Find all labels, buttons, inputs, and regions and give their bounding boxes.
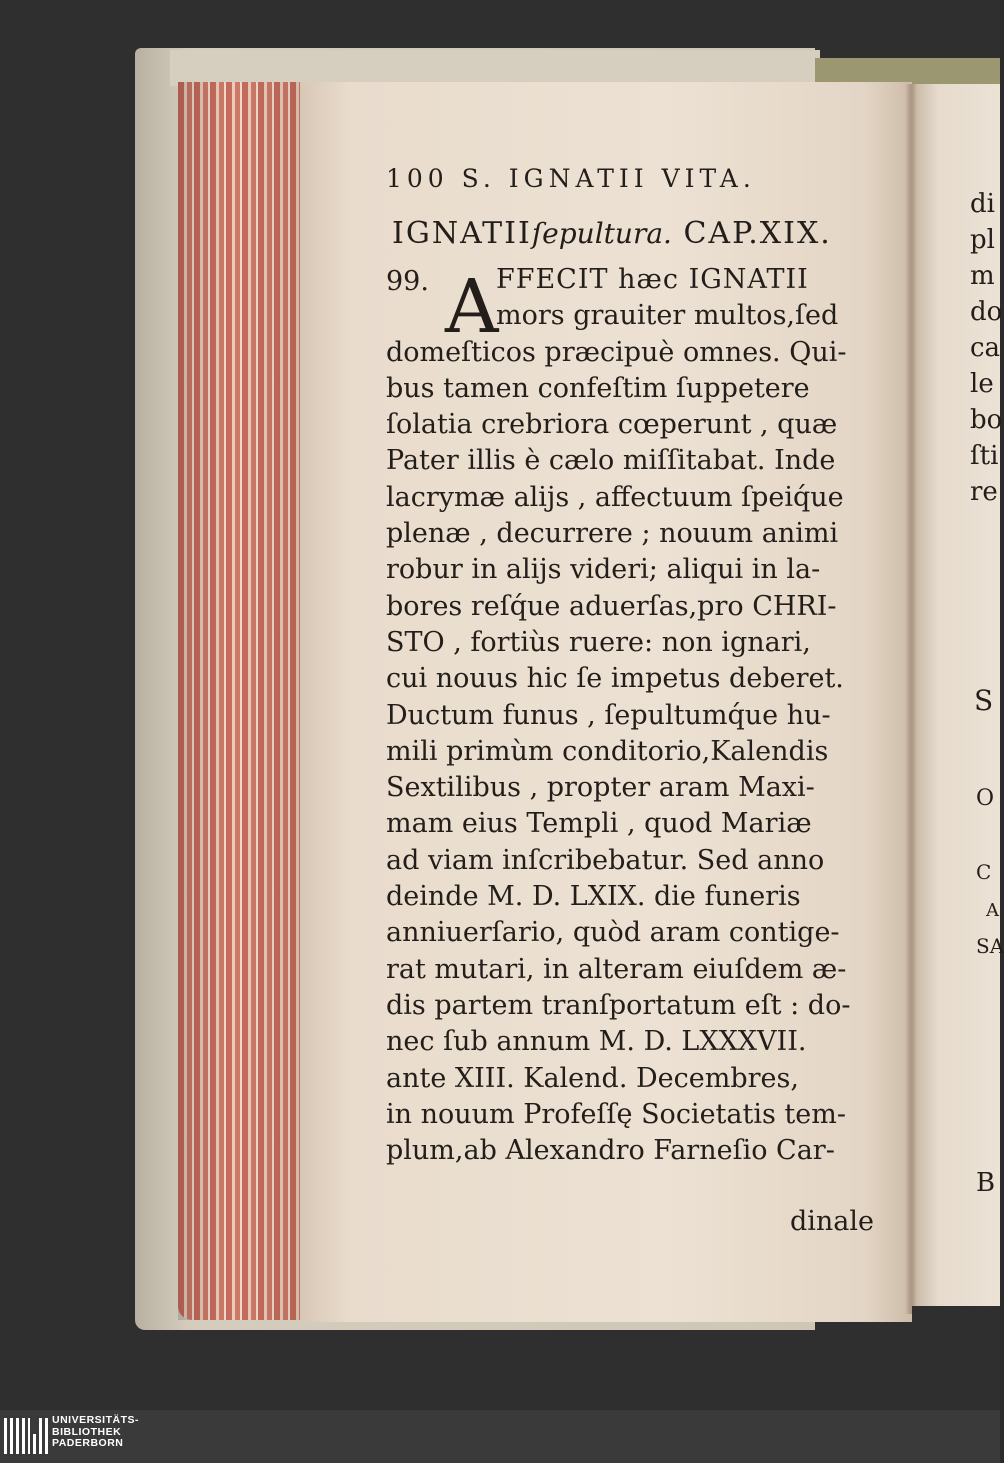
body-text — [386, 262, 882, 1169]
text-line: mili primùm conditorio,Kalendis — [386, 735, 829, 767]
text-line: nec ſub annum M. D. LXXXVII. — [386, 1026, 807, 1058]
facing-heading-o: O — [976, 786, 995, 811]
text-line: dis partem tranſportatum eſt : do- — [386, 989, 851, 1021]
library-name-line: BIBLIOTHEK — [52, 1425, 122, 1438]
text-line: in nouum Profeſſę Societatis tem- — [386, 1098, 846, 1130]
facing-heading-sa: SA — [976, 934, 1004, 958]
text-line: plum,ab Alexandro Farneſio Car- — [386, 1135, 835, 1167]
text-line: domeſticos præcipuè omnes. Qui- — [386, 336, 847, 368]
facing-line: ca — [970, 333, 1001, 363]
facing-line: di — [970, 189, 995, 219]
text-line: plenæ , decurrere ; nouum animi — [386, 518, 839, 550]
text-line: Ductum funus , ſepultumq́ue hu- — [386, 699, 831, 731]
facing-page-fragment — [970, 186, 1003, 510]
chapter-name: IGNATII — [392, 216, 532, 251]
catchword: dinale — [790, 1206, 875, 1237]
facing-line: do — [970, 297, 1003, 327]
facing-line: le — [970, 369, 994, 399]
text-line: FFECIT hæc IGNATII — [496, 264, 809, 295]
facing-line: bo — [970, 405, 1003, 435]
running-head: 100 S. IGNATII VITA. — [386, 164, 756, 193]
library-name-line: PADERBORN — [52, 1437, 124, 1449]
text-line: anniuerſario, quòd aram contige- — [386, 917, 840, 949]
chapter-number: CAP.XIX. — [683, 216, 832, 251]
text-line: ad viam inſcribebatur. Sed anno — [386, 844, 825, 876]
text-line: Pater illis è cælo miſſitabat. Inde — [386, 445, 836, 477]
text-line: ante XIII. Kalend. Decembres, — [386, 1062, 799, 1094]
facing-heading-c: C — [976, 860, 992, 884]
facing-line: ſti — [970, 441, 999, 471]
page-edges-shade — [178, 82, 310, 1320]
text-line: robur in alijs videri; aliqui in la- — [386, 554, 821, 586]
paragraph-number: 99. — [386, 266, 429, 297]
text-line: bus tamen confeſtim ſuppetere — [386, 372, 810, 404]
text-line: mam eius Templi , quod Mariæ — [386, 808, 812, 840]
text-line: bores reſq́ue aduerſas,pro CHRI- — [386, 590, 837, 622]
text-line: Sextilibus , propter aram Maxi- — [386, 772, 815, 804]
text-line: deinde M. D. LXIX. die funeris — [386, 881, 801, 913]
text-line: STO , fortiùs ruere: non ignari, — [386, 626, 811, 658]
book-cover-top — [170, 50, 820, 86]
facing-line: m — [970, 261, 995, 291]
facing-heading-a: A — [986, 900, 999, 921]
facing-heading-b: B — [976, 1168, 996, 1198]
facing-line: pl — [970, 225, 995, 255]
text-line: rat mutari, in alteram eiuſdem æ- — [386, 953, 847, 985]
library-name — [52, 1415, 139, 1450]
gutter — [905, 84, 917, 1314]
library-name-line: UNIVERSITÄTS- — [52, 1414, 140, 1426]
text-line: mors grauiter multos,ſed — [496, 300, 839, 332]
text-line: ſolatia crebriora cœperunt , quæ — [386, 409, 838, 441]
text-line: cui nouus hic ſe impetus deberet. — [386, 663, 844, 695]
text-line: lacrymæ alijs , affectuum ſpeiq́ue — [386, 481, 844, 513]
chapter-heading — [392, 216, 872, 251]
library-logo-icon — [4, 1418, 48, 1454]
drop-cap: A — [445, 264, 499, 350]
chapter-subject: ſepultura. — [531, 217, 672, 250]
library-footer — [0, 1410, 1000, 1463]
facing-heading-s: S — [974, 684, 994, 717]
facing-line: re — [970, 477, 998, 507]
